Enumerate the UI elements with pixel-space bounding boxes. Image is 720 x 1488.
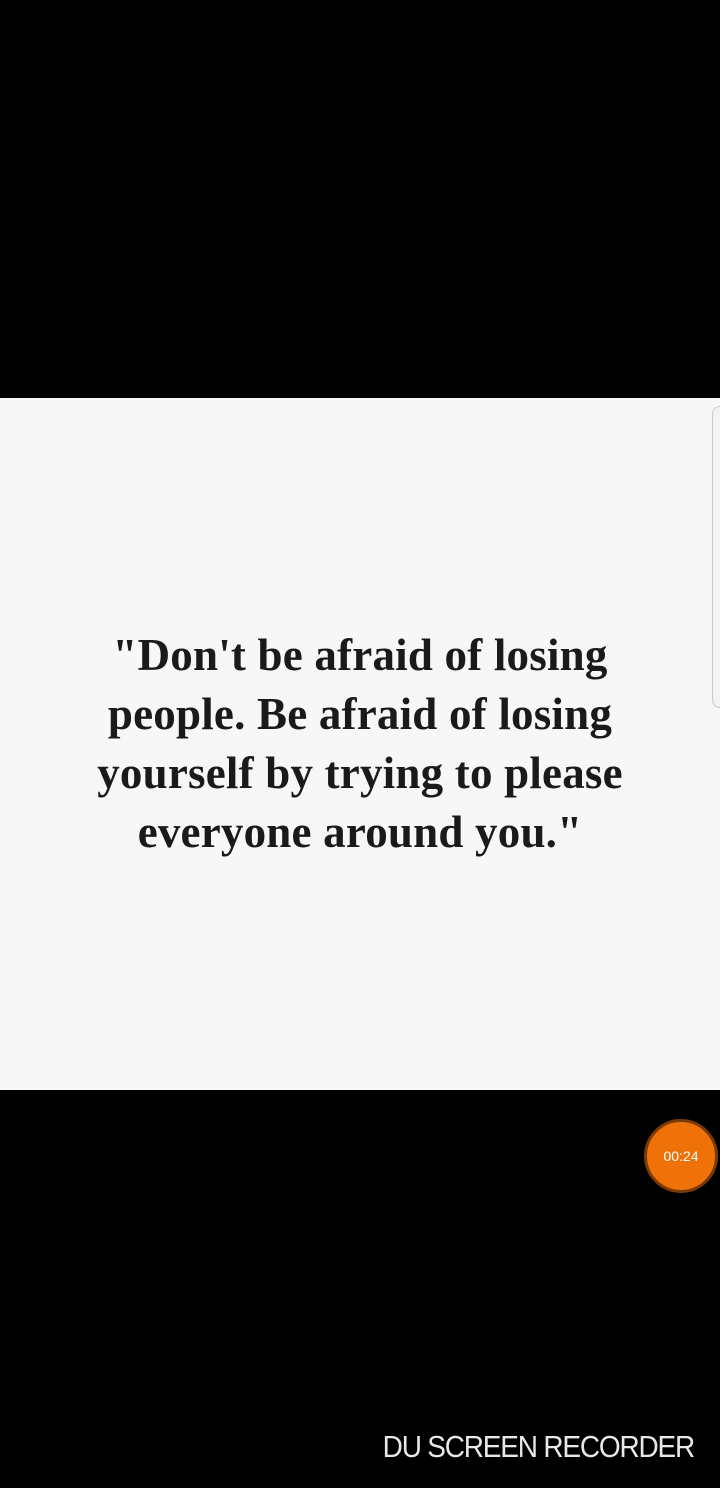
quote-text xyxy=(40,626,680,862)
recorder-watermark: DU SCREEN RECORDER xyxy=(382,1430,694,1464)
recording-timer-text: 00:24 xyxy=(663,1148,699,1164)
quote-line-4: everyone around you." xyxy=(137,807,583,857)
edge-panel-handle[interactable] xyxy=(712,406,720,708)
quote-line-3: yourself by trying to please xyxy=(97,748,623,798)
quote-line-1: "Don't be afraid of losing xyxy=(112,630,608,680)
quote-line-2: people. Be afraid of losing xyxy=(107,689,613,739)
quote-image xyxy=(0,398,720,1090)
recording-timer-bubble[interactable] xyxy=(644,1119,718,1193)
